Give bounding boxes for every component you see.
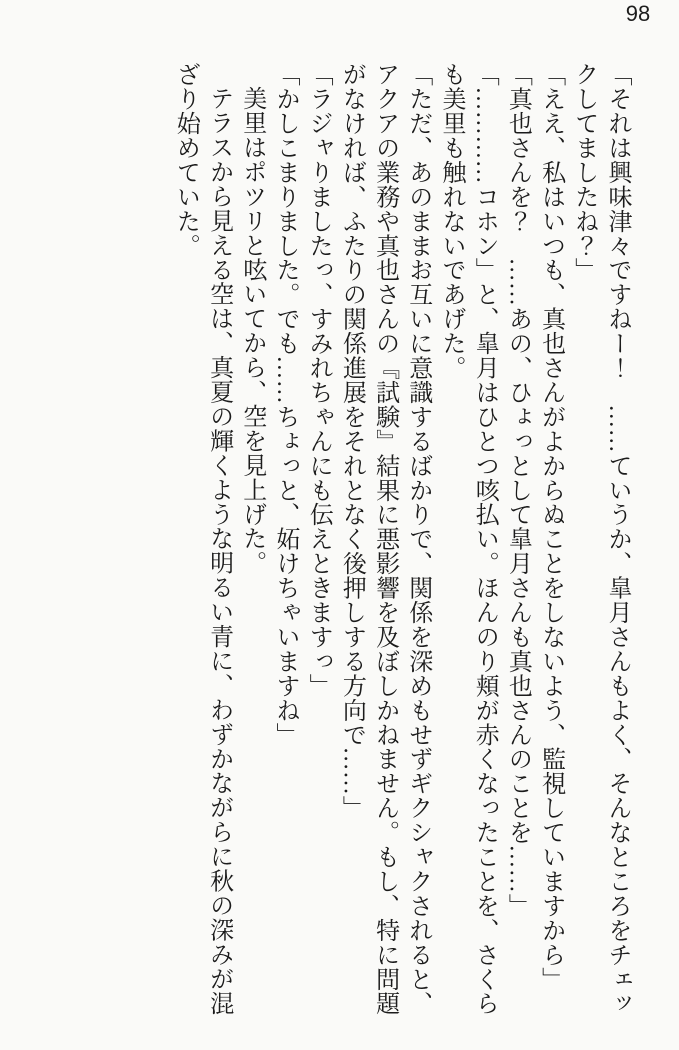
paragraph-dialogue-2: 「ええ、私はいつも、真也さんがよからぬことをしないよう、監視していますから」 — [537, 62, 564, 992]
paragraph-narrative-3: テラスから見える空は、真夏の輝くような明るい青に、わずかながらに秋の深みが混ざり始めていた。 — [172, 62, 232, 1016]
paragraph-dialogue-1: 「それは興味津々ですねー！ ……ていうか、皐月さんもよく、そんなところをチェックしてましたね？」 — [570, 62, 630, 1016]
text-block — [168, 62, 633, 1039]
paragraph-narrative-1: 「…………コホン」と、皐月はひとつ咳払い。ほんのり頬が赤くなったことを、さくらも美里も触れないであげた。 — [437, 62, 498, 1016]
paragraph-dialogue-5: 「ラジャりましたっ、すみれちゃんにも伝えときますっ」 — [305, 62, 332, 698]
paragraph-dialogue-4: 「ただ、あのままお互いに意識するばかりで、関係を深めもせずギクシャクされると、アクアの業務や真也さんの『試験』結果に悪影響を及ぼしかねません。もし、特に問題がなければ、ふたりの関係進展をそれとなく後押しする方向で……」 — [338, 62, 431, 1016]
paragraph-narrative-2: 美里はポツリと呟いてから、空を見上げた。 — [238, 86, 265, 575]
paragraph-dialogue-3: 「真也さんを？ ……あの、ひょっとして皐月さんも真也さんのことを……」 — [504, 62, 531, 918]
page-number: 98 — [625, 1, 651, 26]
paragraph-dialogue-6: 「かしこまりました。でも……ちょっと、妬けちゃいますね」 — [271, 62, 298, 747]
